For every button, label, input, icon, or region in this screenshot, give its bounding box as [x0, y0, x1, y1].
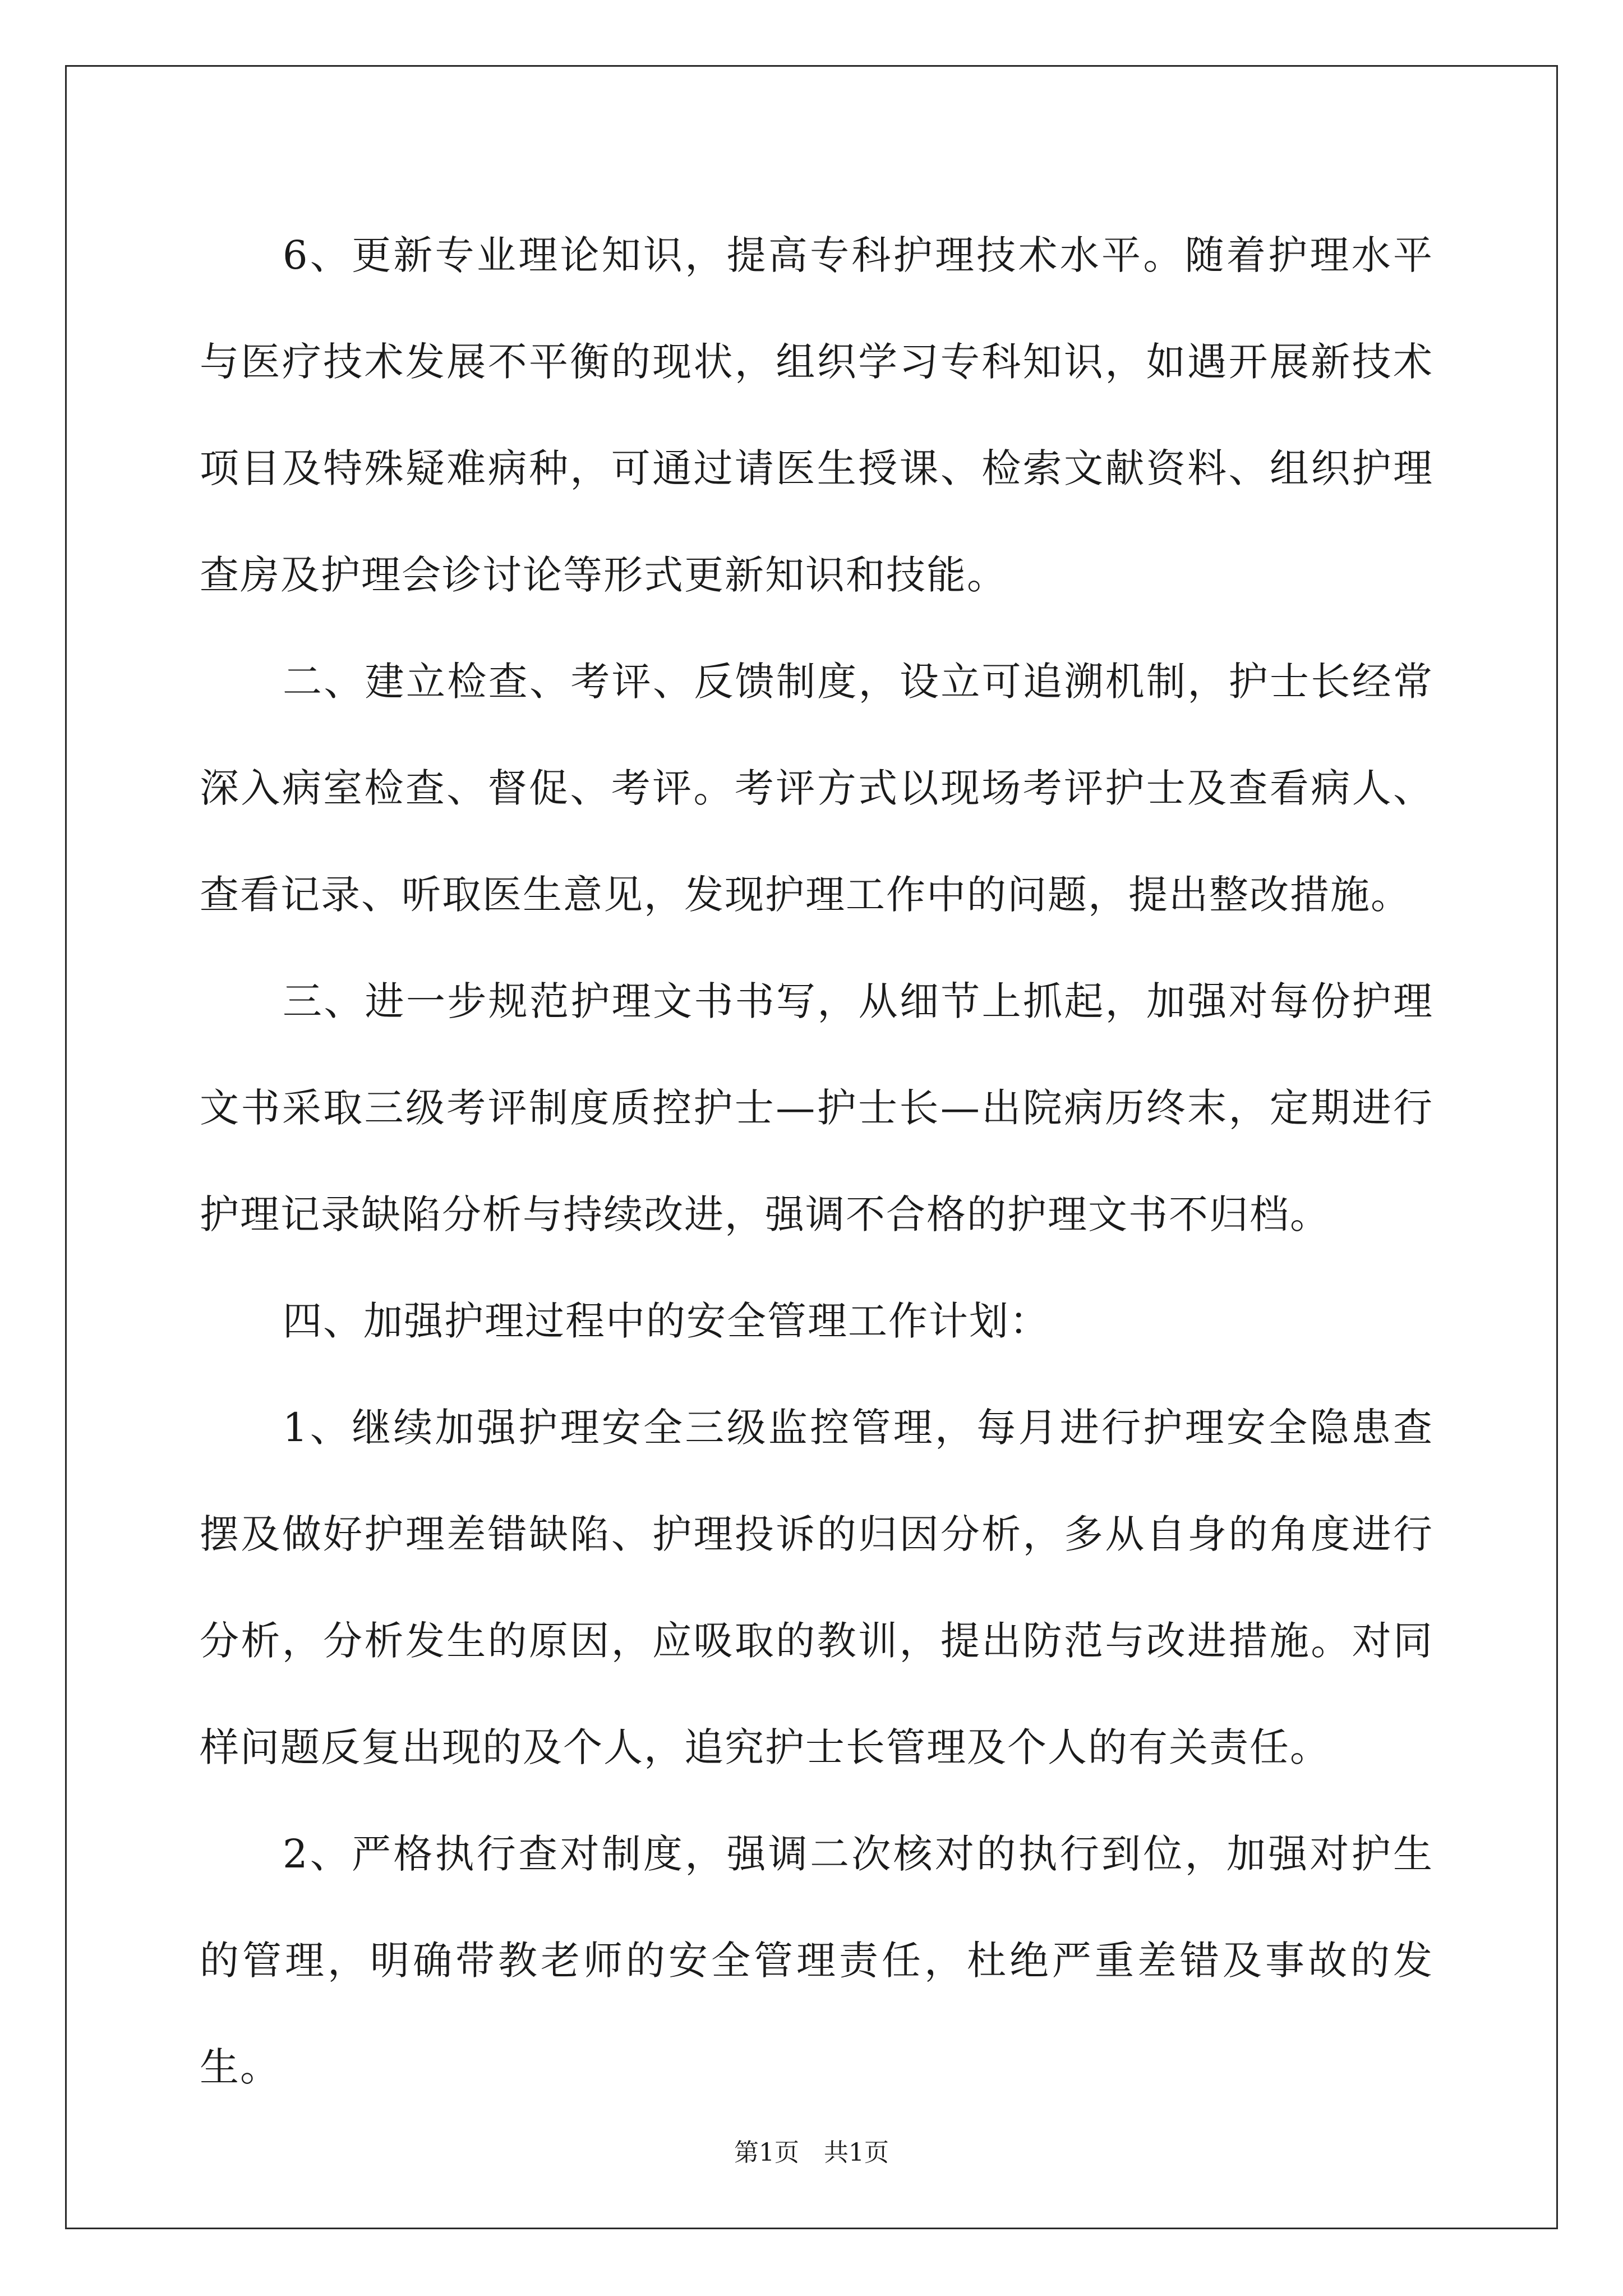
paragraph-2: 二、建立检查、考评、反馈制度，设立可追溯机制，护士长经常深入病室检查、督促、考评。考评方式以现场考评护士及查看病人、查看记录、听取医生意见，发现护理工作中的问题，提出整改措施。	[200, 659, 1433, 918]
paragraph-4: 四、加强护理过程中的安全管理工作计划：	[283, 1298, 1050, 1344]
paragraph-6: 2、严格执行查对制度，强调二次核对的执行到位，加强对护生的管理，明确带教老师的安全管理责任，杜绝严重差错及事故的发生。	[200, 1831, 1433, 2090]
paragraph-3: 三、进一步规范护理文书书写，从细节上抓起，加强对每份护理文书采取三级考评制度质控护士—护士长—出院病历终末，定期进行护理记录缺陷分析与持续改进，强调不合格的护理文书不归档。	[200, 978, 1433, 1237]
document-body	[200, 202, 1433, 2120]
page-footer: 第1页 共1页	[734, 2138, 889, 2167]
paragraph-1: 6、更新专业理论知识，提高专科护理技术水平。随着护理水平与医疗技术发展不平衡的现状，组织学习专科知识，如遇开展新技术项目及特殊疑难病种，可通过请医生授课、检索文献资料、组织护理查房及护理会诊讨论等形式更新知识和技能。	[200, 232, 1433, 598]
paragraph-5: 1、继续加强护理安全三级监控管理，每月进行护理安全隐患查摆及做好护理差错缺陷、护理投诉的归因分析，多从自身的角度进行分析，分析发生的原因，应吸取的教训，提出防范与改进措施。对同样问题反复出现的及个人，追究护士长管理及个人的有关责任。	[200, 1405, 1433, 1770]
